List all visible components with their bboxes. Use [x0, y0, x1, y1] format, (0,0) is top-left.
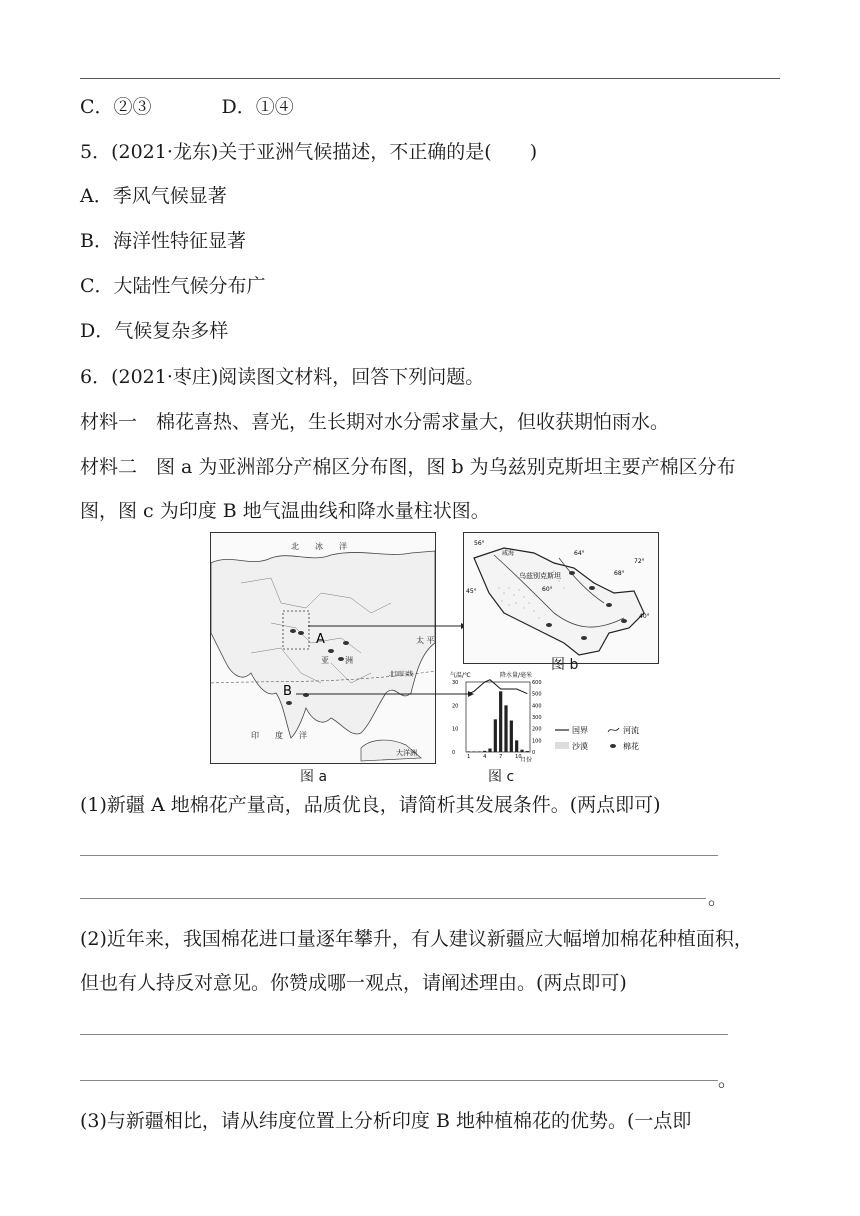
- precip-bar-8: [504, 705, 507, 752]
- precip-bar-3: [478, 751, 481, 752]
- q6-material-2-line1: 材料二 图 a 为亚洲部分产棉区分布图，图 b 为乌兹别克斯坦主要产棉区分布: [80, 456, 736, 478]
- precip-bar-5: [488, 749, 491, 753]
- tick-left-30: 30: [452, 680, 459, 686]
- map-a-indian-ocean: 印 度 洋: [251, 731, 307, 740]
- caption-b: 图 b: [551, 657, 579, 673]
- q6-sub2-line1: (2)近年来，我国棉花进口量逐年攀升，有人建议新疆应大幅增加棉花种植面积，: [80, 928, 753, 950]
- map-b-country: 乌兹别克斯坦: [519, 572, 561, 580]
- map-a-north-ocean: 北 冰 洋: [291, 542, 347, 551]
- tick-right-200: 200: [532, 726, 542, 733]
- map-b-lat40: 40°: [639, 613, 650, 620]
- caption-a: 图 a: [300, 769, 328, 785]
- legend-river: 河流: [623, 726, 639, 735]
- tick-left-20: 20: [452, 703, 459, 710]
- previous-options-line: [80, 94, 294, 120]
- chart-c-xlabel: 月份: [520, 757, 533, 762]
- end-mark-2: 。: [718, 1069, 738, 1091]
- tick-x-4: 4: [483, 754, 487, 760]
- map-b-lake: 咸海: [502, 550, 515, 557]
- map-a-australia: 大洋洲: [396, 749, 417, 757]
- precip-bar-12: [526, 751, 529, 752]
- map-b-lat45: 45°: [466, 588, 477, 595]
- map-b-lon56: 56°: [474, 540, 485, 547]
- answer-line-1b[interactable]: [80, 898, 706, 899]
- precip-bar-2: [472, 751, 475, 752]
- precip-bar-9: [510, 721, 513, 753]
- q6-sub2-line2: 但也有人持反对意见。你赞成哪一观点，请阐述理由。(两点即可): [80, 972, 627, 994]
- map-a-pacific: 太 平: [416, 636, 435, 645]
- figure-group: [208, 530, 663, 785]
- option-c: C．②③: [80, 96, 152, 118]
- map-b-lon64: 64°: [574, 550, 585, 557]
- tick-right-500: 500: [532, 691, 542, 698]
- legend-desert: 沙漠: [572, 742, 588, 751]
- tick-right-300: 300: [532, 715, 542, 721]
- chart-c-ylabel-right: 降水量/毫米: [500, 672, 533, 679]
- legend-border: 国界: [572, 726, 588, 735]
- legend-cotton: 棉花: [623, 742, 639, 751]
- answer-line-2a[interactable]: [80, 1034, 728, 1035]
- map-b: [463, 532, 659, 664]
- map-b-lon72: 72°: [634, 558, 645, 565]
- tick-right-0: 0: [532, 750, 536, 756]
- q5-stem: 5．(2021·龙东)关于亚洲气候描述，不正确的是( ): [80, 141, 538, 163]
- tick-left-0: 0: [452, 750, 456, 756]
- tick-x-7: 7: [499, 754, 503, 760]
- q5-option-b: B．海洋性特征显著: [80, 230, 246, 252]
- answer-line-1a[interactable]: [80, 855, 718, 856]
- end-mark-1: 。: [708, 887, 728, 909]
- map-a-tropic: 北回归线: [389, 671, 414, 678]
- tick-x-1: 1: [467, 754, 471, 760]
- tick-right-600: 600: [532, 680, 542, 686]
- option-d: D．①④: [221, 96, 294, 118]
- legend: [553, 722, 663, 762]
- precip-bar-4: [483, 751, 486, 752]
- precip-bar-11: [520, 750, 523, 752]
- precip-bar-7: [499, 691, 502, 752]
- q6-sub1: (1)新疆 A 地棉花产量高，品质优良，请简析其发展条件。(两点即可): [80, 794, 661, 816]
- q6-material-1: 材料一 棉花喜热、喜光，生长期对水分需求量大，但收获期怕雨水。: [80, 411, 670, 433]
- chart-c-ylabel-left: 气温/℃: [450, 672, 471, 679]
- tick-x-10: 10: [515, 754, 522, 760]
- map-a-label-a: A: [316, 632, 325, 647]
- q5-option-a: A．季风气候显著: [80, 185, 227, 207]
- q5-option-c: C．大陆性气候分布广: [80, 275, 266, 297]
- precip-bar-10: [515, 740, 518, 752]
- top-divider: [80, 78, 780, 79]
- tick-left-10: 10: [452, 726, 459, 733]
- map-b-lon68: 68°: [614, 570, 625, 577]
- q6-sub3: (3)与新疆相比，请从纬度位置上分析印度 B 地种植棉花的优势。(一点即: [80, 1110, 692, 1132]
- tick-right-400: 400: [532, 703, 542, 710]
- q6-material-2-line2: 图，图 c 为印度 B 地气温曲线和降水量柱状图。: [80, 500, 490, 522]
- q6-stem: 6．(2021·枣庄)阅读图文材料，回答下列问题。: [80, 366, 485, 388]
- caption-c: 图 c: [488, 769, 515, 785]
- map-b-lon60: 60°: [542, 586, 553, 593]
- chart-c: [450, 670, 550, 762]
- map-a-continent: 亚 洲: [321, 656, 353, 665]
- answer-line-2b[interactable]: [80, 1080, 718, 1081]
- tick-right-100: 100: [532, 738, 542, 745]
- precip-bar-6: [494, 719, 497, 752]
- q5-option-d: D．气候复杂多样: [80, 320, 229, 342]
- precip-bar-1: [467, 751, 470, 752]
- map-a-label-b: B: [283, 684, 292, 699]
